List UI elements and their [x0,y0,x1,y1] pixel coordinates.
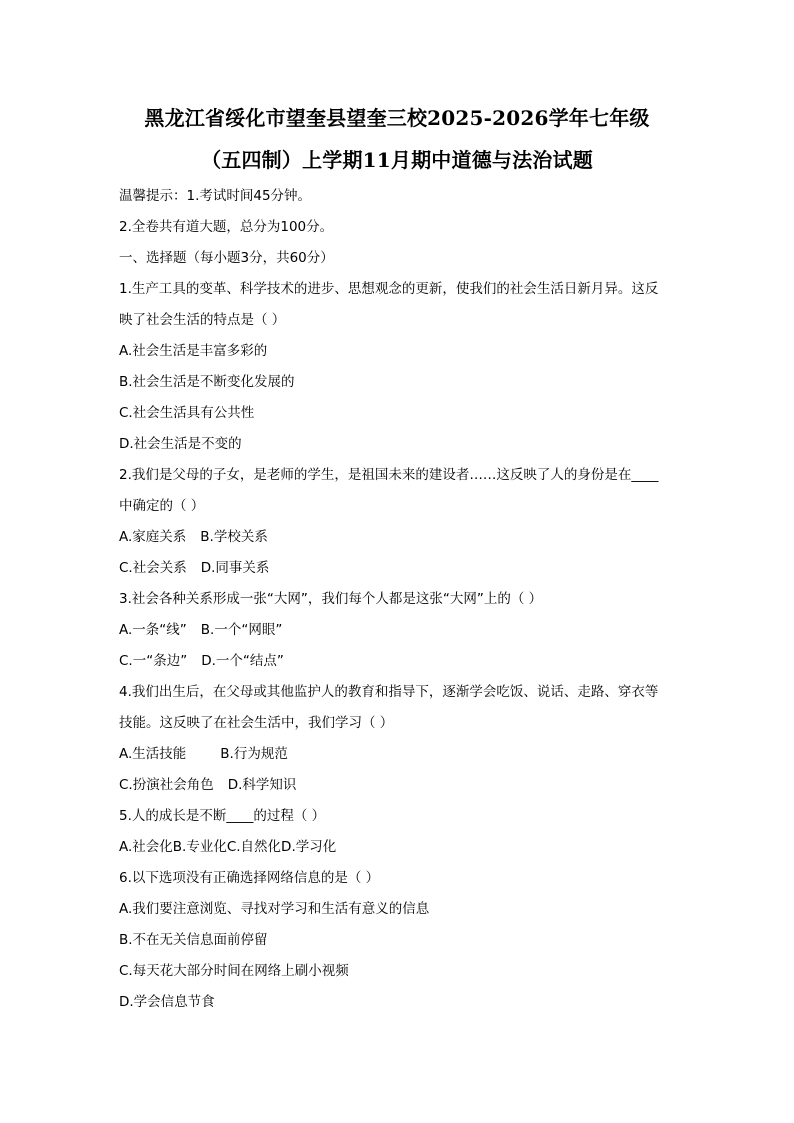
question-option: D.社会生活是不变的 [119,436,242,452]
question-option: C.社会关系 [119,560,187,576]
question-option: C.社会生活具有公共性 [119,405,255,421]
notice-line-2: 2.全卷共有道大题，总分为100分。 [119,219,334,235]
question-options-row [119,739,679,770]
question-option: C.每天花大部分时间在网络上刷小视频 [119,963,349,979]
notice-line-1: 温馨提示：1.考试时间45分钟。 [119,188,312,204]
exam-body [119,181,679,1018]
question-option: B.社会生活是不断变化发展的 [119,374,295,390]
question-stem-line: 3.社会各种关系形成一张“大网”，我们每个人都是这张“大网”上的（ ） [119,591,543,607]
question-option: D.一个“结点” [201,653,284,669]
question-stem-line: 6.以下选项没有正确选择网络信息的是（ ） [119,870,380,886]
question-option: D.学会信息节食 [119,994,215,1010]
question-4 [119,677,679,801]
question-stem-line: 技能。这反映了在社会生活中，我们学习（ ） [119,715,394,731]
question-option: A.一条“线” [119,622,187,638]
question-option: B.学校关系 [200,529,268,545]
question-stem-line: 4.我们出生后，在父母或其他监护人的教育和指导下，逐渐学会吃饭、说话、走路、穿衣等 [119,684,659,700]
title-line-2-block [0,136,794,184]
question-option: C.扮演社会角色 [119,777,214,793]
question-2 [119,460,679,584]
question-stem-line: 中确定的（ ） [119,498,205,514]
question-options-row [119,522,679,553]
question-options-row [119,770,679,801]
question-1 [119,274,679,460]
question-option: C.一“条边” [119,653,188,669]
question-options-row [119,553,679,584]
question-stem-line: 映了社会生活的特点是（ ） [119,312,286,328]
question-option: B.不在无关信息面前停留 [119,932,268,948]
title-line-1-block [0,94,794,142]
question-option: D.同事关系 [200,560,270,576]
question-option: A.家庭关系 [119,529,187,545]
question-3 [119,584,679,677]
question-stem-line: 5.人的成长是不断____的过程（ ） [119,808,326,824]
section-heading: 一、选择题（每小题3分，共60分） [119,250,334,266]
question-option: A.我们要注意浏览、寻找对学习和生活有意义的信息 [119,901,430,917]
question-options-inline: A.社会化B.专业化C.自然化D.学习化 [119,839,337,855]
question-option: D.科学知识 [227,777,297,793]
exam-title-line-2: （五四制）上学期11月期中道德与法治试题 [201,148,593,172]
question-options-row [119,646,679,677]
question-option: A.生活技能 [119,746,187,762]
question-option: B.一个“网眼” [200,622,283,638]
question-5 [119,801,679,863]
question-option: A.社会生活是丰富多彩的 [119,343,268,359]
exam-title-line-1: 黑龙江省绥化市望奎县望奎三校2025-2026学年七年级 [144,106,650,130]
question-6 [119,863,679,1018]
question-stem-line: 1.生产工具的变革、科学技术的进步、思想观念的更新，使我们的社会生活日新月异。这反 [119,281,659,297]
question-options-row [119,615,679,646]
question-option: B.行为规范 [220,746,288,762]
question-stem-line: 2.我们是父母的子女，是老师的学生，是祖国未来的建设者……这反映了人的身份是在____ [119,467,659,483]
